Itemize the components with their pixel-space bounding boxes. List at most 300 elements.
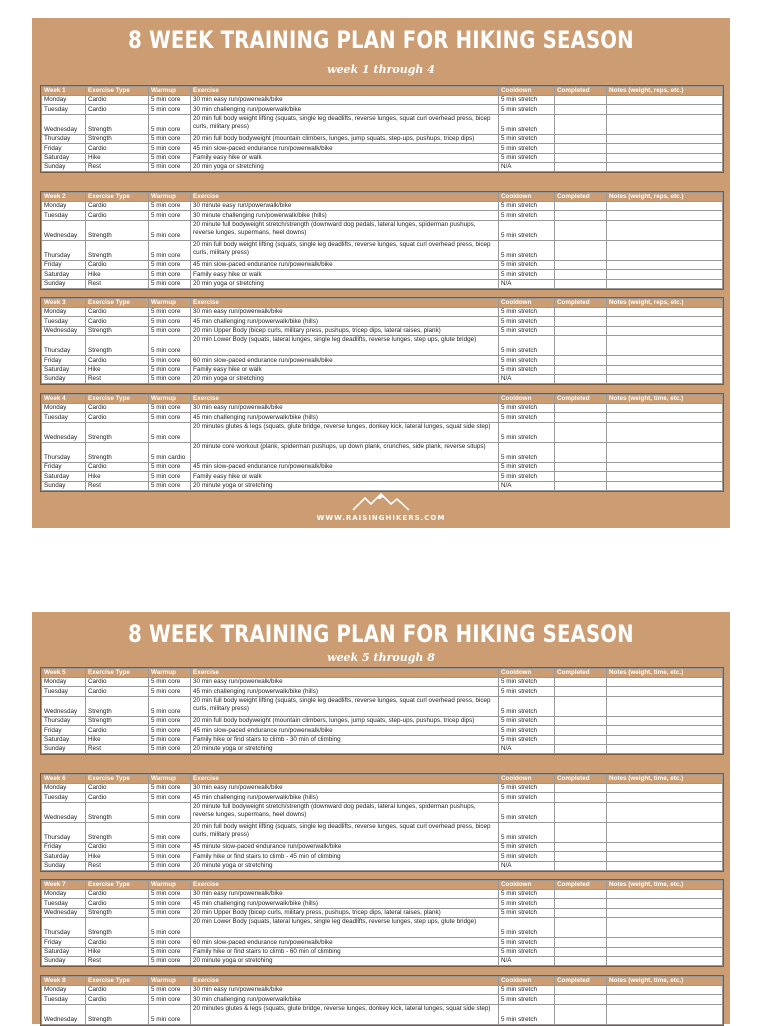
cooldown-cell: 5 min stretch	[499, 793, 555, 802]
week-table	[40, 667, 724, 755]
day-cell: Saturday	[42, 852, 86, 861]
completed-cell[interactable]	[555, 153, 607, 162]
notes-cell[interactable]	[607, 105, 723, 114]
exercise-type-cell: Hike	[86, 365, 149, 374]
schedule-table	[41, 976, 723, 1025]
completed-cell[interactable]	[555, 986, 607, 995]
exercise-cell: 30 minute easy run/powerwalk/bike	[191, 202, 499, 211]
day-cell: Sunday	[42, 162, 86, 171]
exercise-type-cell: Rest	[86, 956, 149, 965]
warmup-cell: 5 min core	[149, 938, 191, 947]
exercise-cell: 20 minute yoga or stretching	[191, 956, 499, 965]
completed-cell[interactable]	[555, 240, 607, 260]
day-cell: Saturday	[42, 472, 86, 481]
warmup-cell: 5 min core	[149, 365, 191, 374]
notes-cell[interactable]	[607, 153, 723, 162]
warmup-cell: 5 min core	[149, 144, 191, 153]
day-cell: Friday	[42, 726, 86, 735]
completed-cell[interactable]	[555, 735, 607, 744]
week-table	[40, 879, 724, 967]
column-header-completed: Completed	[555, 881, 607, 890]
column-header-exercise-type: Exercise Type	[86, 193, 149, 202]
day-cell: Friday	[42, 356, 86, 365]
exercise-cell: 20 minute yoga or stretching	[191, 481, 499, 490]
completed-cell[interactable]	[555, 995, 607, 1004]
warmup-cell: 5 min core	[149, 918, 191, 938]
warmup-cell: 5 min core	[149, 802, 191, 822]
warmup-cell: 5 min core	[149, 220, 191, 240]
day-cell: Saturday	[42, 153, 86, 162]
cooldown-cell: 5 min stretch	[499, 908, 555, 917]
warmup-cell: 5 min core	[149, 899, 191, 908]
column-header-warmup: Warmup	[149, 977, 191, 986]
table-row	[42, 918, 723, 938]
cooldown-cell: N/A	[499, 374, 555, 383]
exercise-type-cell: Cardio	[86, 356, 149, 365]
table-row	[42, 317, 723, 326]
cooldown-cell: 5 min stretch	[499, 784, 555, 793]
notes-cell[interactable]	[607, 678, 723, 687]
notes-cell[interactable]	[607, 784, 723, 793]
notes-cell[interactable]	[607, 144, 723, 153]
completed-cell[interactable]	[555, 908, 607, 917]
plan-page-2	[32, 612, 730, 1024]
notes-cell[interactable]	[607, 938, 723, 947]
completed-cell[interactable]	[555, 220, 607, 240]
completed-cell[interactable]	[555, 861, 607, 870]
warmup-cell: 5 min core	[149, 956, 191, 965]
notes-cell[interactable]	[607, 336, 723, 356]
cooldown-cell: 5 min stretch	[499, 899, 555, 908]
exercise-cell: 30 min easy run/powerwalk/bike	[191, 784, 499, 793]
completed-cell[interactable]	[555, 279, 607, 288]
day-cell: Tuesday	[42, 211, 86, 220]
completed-cell[interactable]	[555, 114, 607, 134]
warmup-cell: 5 min core	[149, 472, 191, 481]
table-row	[42, 986, 723, 995]
exercise-cell: 20 minute yoga or stretching	[191, 744, 499, 753]
notes-cell[interactable]	[607, 726, 723, 735]
notes-cell[interactable]	[607, 356, 723, 365]
completed-cell[interactable]	[555, 96, 607, 105]
completed-cell[interactable]	[555, 802, 607, 822]
warmup-cell: 5 min core	[149, 947, 191, 956]
table-header-row	[42, 669, 723, 678]
warmup-cell: 5 min core	[149, 134, 191, 143]
day-cell: Monday	[42, 678, 86, 687]
day-cell: Monday	[42, 202, 86, 211]
notes-cell[interactable]	[607, 96, 723, 105]
week-table	[40, 773, 724, 872]
completed-cell[interactable]	[555, 784, 607, 793]
notes-cell[interactable]	[607, 696, 723, 716]
completed-cell[interactable]	[555, 947, 607, 956]
completed-cell[interactable]	[555, 422, 607, 442]
column-header-cooldown: Cooldown	[499, 669, 555, 678]
exercise-type-cell: Cardio	[86, 726, 149, 735]
exercise-cell: 20 minute full bodyweight stretch/strength (downward dog pedals, lateral lunges, spiderman pushups, reverse lunges, supermans, heel downs)	[191, 220, 499, 240]
table-row	[42, 162, 723, 171]
plan-page-1	[32, 18, 730, 528]
table-row	[42, 144, 723, 153]
column-header-notes: Notes (weight, time, etc.)	[607, 669, 723, 678]
notes-cell[interactable]	[607, 995, 723, 1004]
exercise-cell: Family easy hike or walk	[191, 365, 499, 374]
cooldown-cell: 5 min stretch	[499, 404, 555, 413]
column-header-cooldown: Cooldown	[499, 775, 555, 784]
notes-cell[interactable]	[607, 908, 723, 917]
completed-cell[interactable]	[555, 956, 607, 965]
notes-cell[interactable]	[607, 260, 723, 269]
notes-cell[interactable]	[607, 744, 723, 753]
cooldown-cell: 5 min stretch	[499, 211, 555, 220]
exercise-cell: 20 minutes glutes & legs (squats, glute bridge, reverse lunges, donkey kick, lateral lunges, squat side step)	[191, 1004, 499, 1024]
completed-cell[interactable]	[555, 413, 607, 422]
table-row	[42, 793, 723, 802]
exercise-cell: 45 min slow-paced endurance run/powerwalk/bike	[191, 726, 499, 735]
table-row	[42, 202, 723, 211]
day-cell: Saturday	[42, 270, 86, 279]
notes-cell[interactable]	[607, 114, 723, 134]
table-row	[42, 472, 723, 481]
warmup-cell: 5 min core	[149, 726, 191, 735]
table-row	[42, 308, 723, 317]
completed-cell[interactable]	[555, 404, 607, 413]
table-row	[42, 211, 723, 220]
notes-cell[interactable]	[607, 716, 723, 725]
notes-cell[interactable]	[607, 918, 723, 938]
notes-cell[interactable]	[607, 308, 723, 317]
cooldown-cell: 5 min stretch	[499, 947, 555, 956]
table-header-row	[42, 193, 723, 202]
column-header-exercise: Exercise	[191, 193, 499, 202]
day-cell: Wednesday	[42, 326, 86, 335]
completed-cell[interactable]	[555, 472, 607, 481]
exercise-type-cell: Strength	[86, 134, 149, 143]
column-header-cooldown: Cooldown	[499, 395, 555, 404]
cooldown-cell: N/A	[499, 861, 555, 870]
exercise-type-cell: Cardio	[86, 144, 149, 153]
column-header-exercise-type: Exercise Type	[86, 881, 149, 890]
completed-cell[interactable]	[555, 134, 607, 143]
warmup-cell: 5 min cardio	[149, 442, 191, 462]
completed-cell[interactable]	[555, 793, 607, 802]
table-row	[42, 220, 723, 240]
exercise-cell: 20 min full body weight lifting (squats, single leg deadlifts, reverse lunges, squat curl overhead press, bicep curls, military press)	[191, 696, 499, 716]
day-cell: Thursday	[42, 716, 86, 725]
notes-cell[interactable]	[607, 842, 723, 851]
day-cell: Sunday	[42, 861, 86, 870]
completed-cell[interactable]	[555, 260, 607, 269]
table-header-row	[42, 977, 723, 986]
exercise-cell: Family hike or find stairs to climb - 45 min of climbing	[191, 852, 499, 861]
completed-cell[interactable]	[555, 918, 607, 938]
completed-cell[interactable]	[555, 211, 607, 220]
day-cell: Sunday	[42, 956, 86, 965]
notes-cell[interactable]	[607, 365, 723, 374]
exercise-type-cell: Hike	[86, 153, 149, 162]
completed-cell[interactable]	[555, 744, 607, 753]
column-header-exercise: Exercise	[191, 977, 499, 986]
completed-cell[interactable]	[555, 696, 607, 716]
table-row	[42, 96, 723, 105]
week-table	[40, 297, 724, 385]
table-row	[42, 696, 723, 716]
table-row	[42, 336, 723, 356]
cooldown-cell: 5 min stretch	[499, 365, 555, 374]
column-header-notes: Notes (weight, reps, etc.)	[607, 193, 723, 202]
table-row	[42, 374, 723, 383]
completed-cell[interactable]	[555, 890, 607, 899]
table-row	[42, 105, 723, 114]
completed-cell[interactable]	[555, 481, 607, 490]
warmup-cell: 5 min core	[149, 202, 191, 211]
notes-cell[interactable]	[607, 735, 723, 744]
completed-cell[interactable]	[555, 270, 607, 279]
exercise-cell: 20 min full body bodyweight (mountain climbers, lunges, jump squats, step-ups, pushups, tricep dips)	[191, 716, 499, 725]
exercise-type-cell: Strength	[86, 918, 149, 938]
table-row	[42, 422, 723, 442]
completed-cell[interactable]	[555, 308, 607, 317]
notes-cell[interactable]	[607, 947, 723, 956]
exercise-type-cell: Cardio	[86, 317, 149, 326]
column-header-exercise-type: Exercise Type	[86, 775, 149, 784]
table-row	[42, 365, 723, 374]
completed-cell[interactable]	[555, 726, 607, 735]
day-cell: Monday	[42, 404, 86, 413]
table-row	[42, 938, 723, 947]
table-row	[42, 678, 723, 687]
completed-cell[interactable]	[555, 326, 607, 335]
day-cell: Monday	[42, 308, 86, 317]
column-header-day: Week 7	[42, 881, 86, 890]
cooldown-cell: 5 min stretch	[499, 336, 555, 356]
completed-cell[interactable]	[555, 899, 607, 908]
warmup-cell: 5 min core	[149, 240, 191, 260]
column-header-warmup: Warmup	[149, 881, 191, 890]
cooldown-cell: 5 min stretch	[499, 842, 555, 851]
exercise-cell: 20 min full body weight lifting (squats, single leg deadlifts, reverse lunges, squat curl overhead press, bicep curls, military press)	[191, 240, 499, 260]
completed-cell[interactable]	[555, 105, 607, 114]
warmup-cell: 5 min core	[149, 270, 191, 279]
day-cell: Tuesday	[42, 317, 86, 326]
exercise-type-cell: Strength	[86, 696, 149, 716]
warmup-cell: 5 min core	[149, 784, 191, 793]
notes-cell[interactable]	[607, 899, 723, 908]
table-row	[42, 687, 723, 696]
page-subtitle: week 1 through 4	[327, 63, 435, 76]
completed-cell[interactable]	[555, 462, 607, 471]
notes-cell[interactable]	[607, 270, 723, 279]
table-row	[42, 279, 723, 288]
exercise-cell: 45 min challenging run/powerwalk/bike (hills)	[191, 899, 499, 908]
column-header-warmup: Warmup	[149, 669, 191, 678]
notes-cell[interactable]	[607, 279, 723, 288]
completed-cell[interactable]	[555, 365, 607, 374]
column-header-warmup: Warmup	[149, 299, 191, 308]
completed-cell[interactable]	[555, 842, 607, 851]
completed-cell[interactable]	[555, 202, 607, 211]
day-cell: Friday	[42, 260, 86, 269]
day-cell: Friday	[42, 144, 86, 153]
completed-cell[interactable]	[555, 938, 607, 947]
completed-cell[interactable]	[555, 144, 607, 153]
exercise-type-cell: Rest	[86, 374, 149, 383]
cooldown-cell: 5 min stretch	[499, 144, 555, 153]
day-cell: Tuesday	[42, 413, 86, 422]
cooldown-cell: 5 min stretch	[499, 105, 555, 114]
schedule-table	[41, 774, 723, 871]
notes-cell[interactable]	[607, 852, 723, 861]
exercise-type-cell: Cardio	[86, 413, 149, 422]
exercise-type-cell: Strength	[86, 716, 149, 725]
notes-cell[interactable]	[607, 861, 723, 870]
page-title: 8 WEEK TRAINING PLAN FOR HIKING SEASON	[128, 26, 634, 54]
notes-cell[interactable]	[607, 134, 723, 143]
table-header-row	[42, 299, 723, 308]
warmup-cell: 5 min core	[149, 995, 191, 1004]
exercise-cell: 45 min slow-paced endurance run/powerwalk/bike	[191, 462, 499, 471]
notes-cell[interactable]	[607, 211, 723, 220]
schedule-table	[41, 192, 723, 289]
warmup-cell: 5 min core	[149, 861, 191, 870]
notes-cell[interactable]	[607, 317, 723, 326]
notes-cell[interactable]	[607, 413, 723, 422]
notes-cell[interactable]	[607, 472, 723, 481]
day-cell: Tuesday	[42, 899, 86, 908]
exercise-type-cell: Rest	[86, 861, 149, 870]
notes-cell[interactable]	[607, 162, 723, 171]
warmup-cell: 5 min core	[149, 422, 191, 442]
completed-cell[interactable]	[555, 716, 607, 725]
table-row	[42, 260, 723, 269]
warmup-cell: 5 min core	[149, 308, 191, 317]
notes-cell[interactable]	[607, 202, 723, 211]
notes-cell[interactable]	[607, 326, 723, 335]
warmup-cell: 5 min core	[149, 404, 191, 413]
exercise-type-cell: Strength	[86, 336, 149, 356]
cooldown-cell: 5 min stretch	[499, 995, 555, 1004]
notes-cell[interactable]	[607, 890, 723, 899]
cooldown-cell: 5 min stretch	[499, 678, 555, 687]
notes-cell[interactable]	[607, 1004, 723, 1024]
day-cell: Friday	[42, 842, 86, 851]
completed-cell[interactable]	[555, 442, 607, 462]
notes-cell[interactable]	[607, 404, 723, 413]
completed-cell[interactable]	[555, 822, 607, 842]
cooldown-cell: 5 min stretch	[499, 696, 555, 716]
column-header-completed: Completed	[555, 669, 607, 678]
exercise-type-cell: Cardio	[86, 899, 149, 908]
completed-cell[interactable]	[555, 336, 607, 356]
day-cell: Wednesday	[42, 220, 86, 240]
completed-cell[interactable]	[555, 374, 607, 383]
exercise-cell: 30 min easy run/powerwalk/bike	[191, 96, 499, 105]
column-header-day: Week 3	[42, 299, 86, 308]
notes-cell[interactable]	[607, 374, 723, 383]
completed-cell[interactable]	[555, 1004, 607, 1024]
cooldown-cell: 5 min stretch	[499, 442, 555, 462]
notes-cell[interactable]	[607, 956, 723, 965]
warmup-cell: 5 min core	[149, 114, 191, 134]
notes-cell[interactable]	[607, 481, 723, 490]
exercise-cell: Family easy hike or walk	[191, 153, 499, 162]
exercise-cell: 30 min easy run/powerwalk/bike	[191, 678, 499, 687]
exercise-type-cell: Strength	[86, 1004, 149, 1024]
table-row	[42, 153, 723, 162]
schedule-table	[41, 298, 723, 384]
table-row	[42, 995, 723, 1004]
cooldown-cell: 5 min stretch	[499, 1004, 555, 1024]
cooldown-cell: N/A	[499, 481, 555, 490]
exercise-cell: 20 min yoga or stretching	[191, 279, 499, 288]
cooldown-cell: 5 min stretch	[499, 735, 555, 744]
cooldown-cell: 5 min stretch	[499, 890, 555, 899]
completed-cell[interactable]	[555, 852, 607, 861]
exercise-type-cell: Rest	[86, 481, 149, 490]
exercise-cell: 45 minute slow-paced endurance run/powerwalk/bike	[191, 842, 499, 851]
notes-cell[interactable]	[607, 687, 723, 696]
exercise-cell: 20 min Upper Body (bicep curls, military press, pushups, tricep dips, lateral raises, plank)	[191, 908, 499, 917]
completed-cell[interactable]	[555, 678, 607, 687]
notes-cell[interactable]	[607, 802, 723, 822]
exercise-type-cell: Cardio	[86, 995, 149, 1004]
table-row	[42, 802, 723, 822]
day-cell: Thursday	[42, 442, 86, 462]
day-cell: Monday	[42, 890, 86, 899]
table-row	[42, 890, 723, 899]
completed-cell[interactable]	[555, 317, 607, 326]
column-header-notes: Notes (weight, reps, etc.)	[607, 299, 723, 308]
warmup-cell: 5 min core	[149, 162, 191, 171]
schedule-table	[41, 880, 723, 966]
exercise-cell: 45 min challenging run/powerwalk/bike (hills)	[191, 687, 499, 696]
notes-cell[interactable]	[607, 220, 723, 240]
cooldown-cell: 5 min stretch	[499, 220, 555, 240]
exercise-cell: 20 min full body weight lifting (squats, single leg deadlifts, reverse lunges, squat curl overhead press, bicep curls, military press)	[191, 114, 499, 134]
cooldown-cell: 5 min stretch	[499, 308, 555, 317]
table-row	[42, 326, 723, 335]
day-cell: Friday	[42, 938, 86, 947]
warmup-cell: 5 min core	[149, 336, 191, 356]
completed-cell[interactable]	[555, 356, 607, 365]
notes-cell[interactable]	[607, 822, 723, 842]
day-cell: Wednesday	[42, 802, 86, 822]
warmup-cell: 5 min core	[149, 326, 191, 335]
notes-cell[interactable]	[607, 793, 723, 802]
notes-cell[interactable]	[607, 462, 723, 471]
day-cell: Wednesday	[42, 422, 86, 442]
column-header-completed: Completed	[555, 193, 607, 202]
column-header-exercise-type: Exercise Type	[86, 669, 149, 678]
completed-cell[interactable]	[555, 162, 607, 171]
week-table	[40, 191, 724, 290]
cooldown-cell: 5 min stretch	[499, 270, 555, 279]
cooldown-cell: 5 min stretch	[499, 472, 555, 481]
notes-cell[interactable]	[607, 240, 723, 260]
notes-cell[interactable]	[607, 986, 723, 995]
notes-cell[interactable]	[607, 422, 723, 442]
day-cell: Wednesday	[42, 908, 86, 917]
warmup-cell: 5 min core	[149, 908, 191, 917]
completed-cell[interactable]	[555, 687, 607, 696]
day-cell: Sunday	[42, 481, 86, 490]
column-header-cooldown: Cooldown	[499, 193, 555, 202]
exercise-type-cell: Strength	[86, 802, 149, 822]
exercise-type-cell: Cardio	[86, 462, 149, 471]
table-row	[42, 1004, 723, 1024]
notes-cell[interactable]	[607, 442, 723, 462]
